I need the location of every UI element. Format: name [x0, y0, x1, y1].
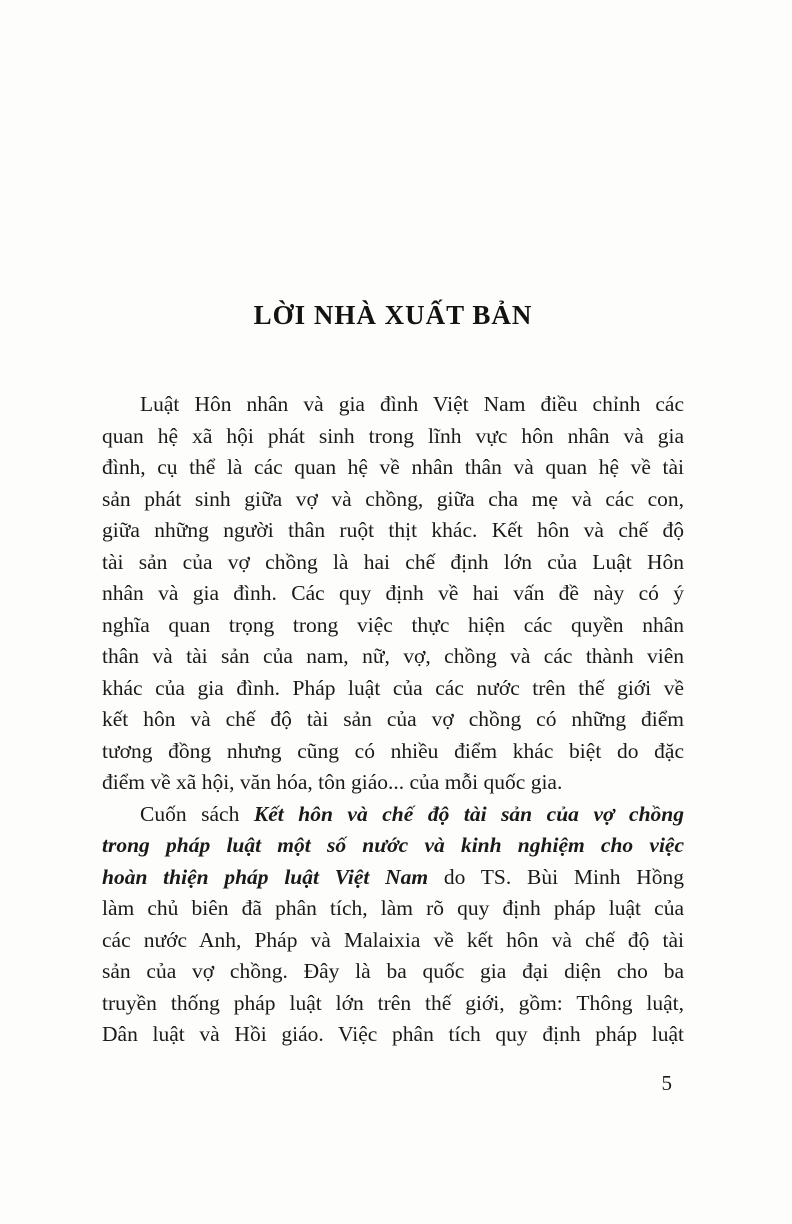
- text-line: [102, 767, 684, 799]
- text-segment: sản phát sinh giữa vợ và chồng, giữa cha mẹ và các con,: [102, 486, 684, 511]
- text-segment: sản của vợ chồng. Đây là ba quốc gia đại diện cho ba: [102, 959, 684, 983]
- paragraph: [102, 389, 684, 799]
- text-line: [102, 389, 684, 421]
- text-line: [102, 547, 684, 579]
- text-segment: khác của gia đình. Pháp luật của các nước trên thế giới về: [102, 675, 684, 700]
- text-segment: quan hệ xã hội phát sinh trong lĩnh vực hôn nhân và gia: [102, 423, 684, 448]
- text-segment: truyền thống pháp luật lớn trên thế giới, gồm: Thông luật,: [102, 990, 684, 1015]
- text-line: [102, 484, 684, 516]
- book-title-emphasis: hoàn thiện pháp luật Việt Nam: [102, 864, 429, 889]
- text-line: [102, 515, 684, 547]
- text-segment: điểm về xã hội, văn hóa, tôn giáo... của mỗi quốc gia.: [102, 770, 563, 794]
- page-title: LỜI NHÀ XUẤT BẢN: [253, 300, 533, 330]
- text-line: [102, 704, 684, 736]
- text-block: [102, 389, 684, 1051]
- text-segment: tài sản của vợ chồng là hai chế định lớn của Luật Hôn: [102, 549, 684, 574]
- text-segment: giữa những người thân ruột thịt khác. Kết hôn và chế độ: [102, 518, 684, 542]
- text-segment: do TS. Bùi Minh Hồng: [428, 864, 684, 889]
- text-line: [102, 578, 684, 610]
- text-line: [102, 862, 684, 894]
- book-title-emphasis: Kết hôn và chế độ tài sản của vợ chồng: [253, 801, 685, 826]
- text-segment: thân và tài sản của nam, nữ, vợ, chồng và các thành viên: [102, 644, 684, 668]
- page-number: 5: [661, 1071, 672, 1095]
- text-line: [102, 988, 684, 1020]
- text-line: [102, 893, 684, 925]
- text-line: [102, 736, 684, 768]
- text-line: [102, 925, 684, 957]
- text-segment: Luật Hôn nhân và gia đình Việt Nam điều chỉnh các: [140, 392, 684, 416]
- book-title-emphasis: trong pháp luật một số nước và kinh nghiệm cho việc: [102, 833, 684, 857]
- text-line: [102, 830, 684, 862]
- text-segment: kết hôn và chế độ tài sản của vợ chồng có những điểm: [102, 707, 684, 731]
- text-line: [102, 799, 684, 831]
- text-segment: nhân và gia đình. Các quy định về hai vấn đề này có ý: [102, 581, 684, 605]
- paragraph: [102, 799, 684, 1051]
- text-line: [102, 421, 684, 453]
- text-line: [102, 956, 684, 988]
- text-segment: nghĩa quan trọng trong việc thực hiện các quyền nhân: [102, 612, 684, 637]
- text-line: [102, 1019, 684, 1051]
- text-segment: các nước Anh, Pháp và Malaixia về kết hôn và chế độ tài: [102, 927, 684, 952]
- text-segment: Dân luật và Hồi giáo. Việc phân tích quy định pháp luật: [102, 1022, 684, 1046]
- text-line: [102, 641, 684, 673]
- text-segment: đình, cụ thể là các quan hệ về nhân thân và quan hệ về tài: [102, 455, 684, 479]
- text-segment: tương đồng nhưng cũng có nhiều điểm khác biệt do đặc: [102, 738, 684, 763]
- text-line: [102, 610, 684, 642]
- text-segment: Cuốn sách: [140, 801, 254, 826]
- text-line: [102, 452, 684, 484]
- text-line: [102, 673, 684, 705]
- text-segment: làm chủ biên đã phân tích, làm rõ quy định pháp luật của: [102, 896, 684, 920]
